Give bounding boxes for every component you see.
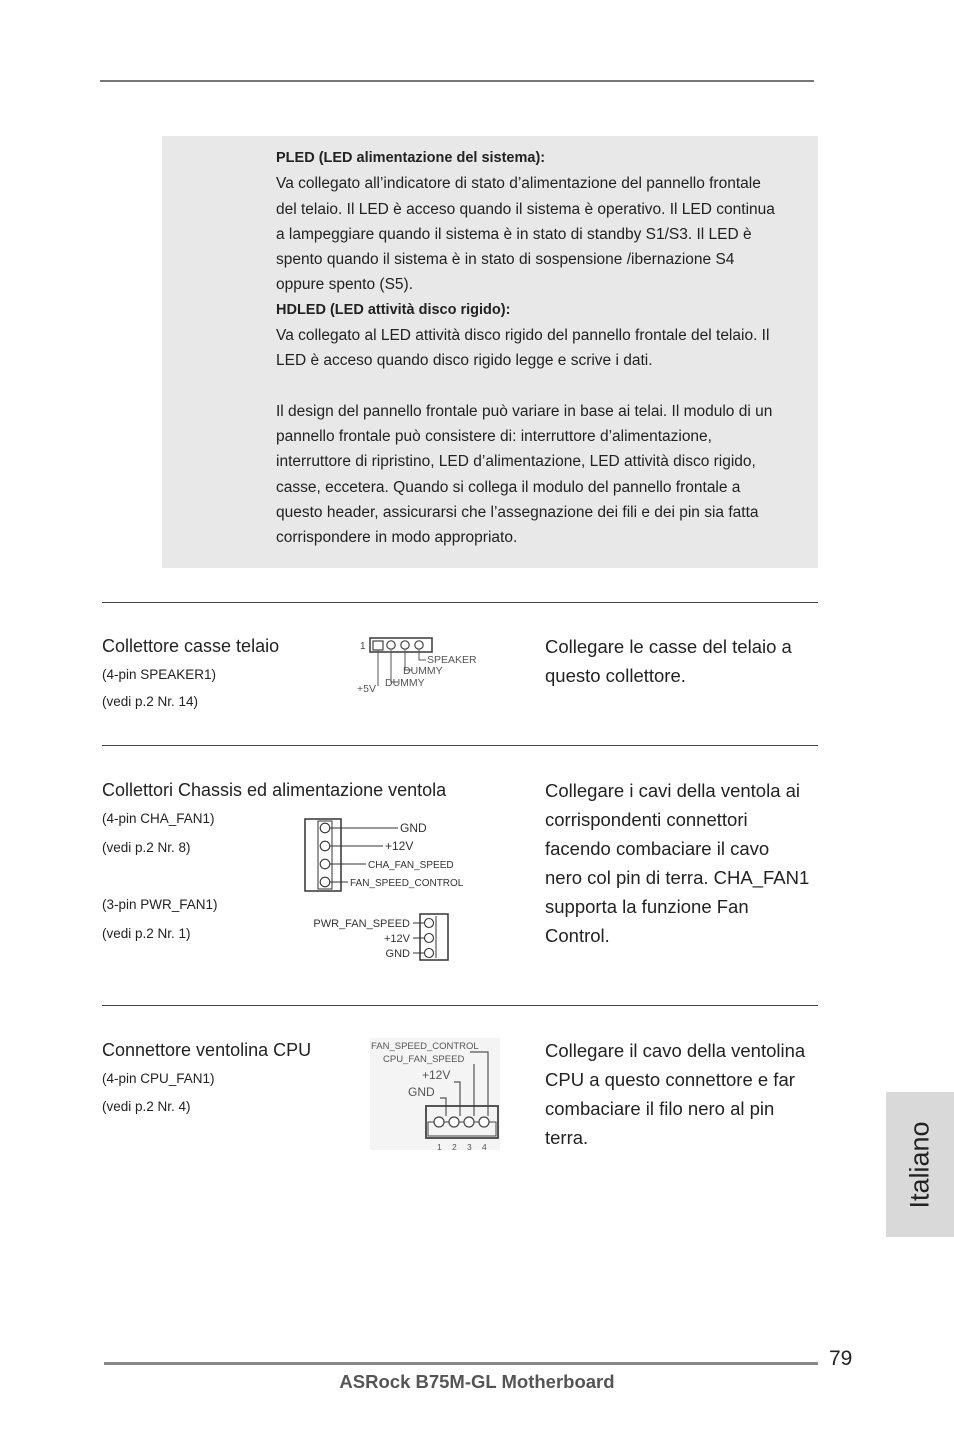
design-line: questo header, assicurarsi che l’assegnazione dei fili e dei pin sia fatta [276,503,759,521]
desc-line: combaciare il filo nero al pin [545,1098,775,1119]
cpu-fan-label: FAN_SPEED_CONTROL [371,1041,479,1052]
desc-line: nero col pin di terra. CHA_FAN1 [545,867,810,888]
chassis-title: Collettori Chassis ed alimentazione ventola [102,780,447,800]
cpu-fan-description [545,1036,825,1152]
pwr-fan-label: +12V [384,933,410,945]
speaker-description [545,632,825,690]
cpu-fan-pin [449,1117,459,1127]
cha-fan-pin [320,859,330,869]
hdled-line: LED è acceso quando disco rigido legge e scrive i dati. [276,352,653,370]
pled-title: PLED (LED alimentazione del sistema): [276,150,546,166]
desc-line: corrispondenti connettori [545,809,748,830]
pled-line: Va collegato all’indicatore di stato d’alimentazione del pannello frontale [276,175,761,193]
speaker-label: DUMMY [403,665,443,677]
hdled-title: HDLED (LED attività disco rigido): [276,301,511,318]
speaker-label: DUMMY [385,677,425,689]
hdled-line: Va collegato al LED attività disco rigido del pannello frontale del telaio. Il [276,327,770,345]
design-line: corrispondere in modo appropriato. [276,529,518,547]
pwr-fan-pin [425,919,434,928]
pled-line: oppure spento (S5). [276,276,414,294]
speaker-diagram [352,632,492,696]
pwr-fan-pin [425,949,434,958]
design-line: interruttore di ripristino, LED d’alimentazione, LED attività disco rigido, [276,453,756,471]
cha-fan-pin [320,877,330,887]
cha-fan-label: GND [400,821,427,835]
cpu-fan-pin [464,1117,474,1127]
design-line: Il design del pannello frontale può variare in base ai telai. Il modulo di un [276,402,773,420]
desc-line: Collegare i cavi della ventola ai [545,780,801,801]
speaker-label: SPEAKER [427,654,477,666]
info-text [276,146,821,550]
cha-fan-pin [320,823,330,833]
cpu-fan-pin-number: 1 [437,1142,442,1152]
pwr-fan-label: GND [385,948,410,960]
cpu-fan-label: +12V [422,1068,451,1082]
speaker-pin [401,641,409,649]
cha-fan-label: CHA_FAN_SPEED [368,860,454,871]
separator [102,745,818,746]
cpu-fan-pin-number: 3 [467,1142,472,1152]
cha-fan-pin [320,841,330,851]
top-rule [100,80,814,82]
speaker-pin [415,641,423,649]
cpu-fan-pin-number: 4 [482,1142,487,1152]
pled-line: a lampeggiare quando il sistema è in stato di standby S1/S3. Il LED è [276,225,752,243]
cpu-fan-ref: (vedi p.2 Nr. 4) [102,1099,191,1114]
cha-fan-label: FAN_SPEED_CONTROL [350,878,464,889]
pwr-fan-pin [425,934,434,943]
pwr-fan-pin: (3-pin PWR_FAN1) [102,897,218,912]
desc-line: Control. [545,925,610,946]
separator [102,602,818,603]
page-number: 79 [829,1347,853,1370]
desc-line: CPU a questo connettore e far [545,1069,795,1090]
desc-line: facendo combaciare il cavo [545,838,770,859]
language-tab-label: Italiano [904,1120,935,1209]
footer-title: ASRock B75M-GL Motherboard [339,1371,615,1392]
separator [102,1005,818,1006]
desc-line: questo collettore. [545,665,686,686]
pled-line: del telaio. Il LED è acceso quando il sistema è operativo. Il LED continua [276,200,775,218]
language-tab [886,1092,954,1237]
speaker-pin: (4-pin SPEAKER1) [102,667,217,682]
pled-line: spento quando il sistema è in stato di sospensione /ibernazione S4 [276,251,735,269]
footer-rule [104,1362,818,1365]
speaker-pin [373,641,383,650]
desc-line: Collegare le casse del telaio a [545,636,792,657]
cpu-fan-pin: (4-pin CPU_FAN1) [102,1071,215,1086]
cpu-fan-title: Connettore ventolina CPU [102,1040,312,1060]
speaker-ref: (vedi p.2 Nr. 14) [102,694,199,709]
cha-fan-label: +12V [385,839,414,853]
speaker-title: Collettore casse telaio [102,636,280,656]
cpu-fan-pin-number: 2 [452,1142,457,1152]
speaker-pin [387,641,395,649]
chassis-description [545,776,825,950]
desc-line: Collegare il cavo della ventolina [545,1040,806,1061]
design-line: casse, eccetera. Quando si collega il modulo del pannello frontale a [276,478,741,496]
cpu-fan-label: GND [408,1085,435,1099]
pwr-fan-ref: (vedi p.2 Nr. 1) [102,926,191,941]
cpu-fan-diagram [366,1036,506,1154]
cpu-fan-pin [479,1117,489,1127]
desc-line: terra. [545,1127,589,1148]
chassis-fan-diagram [300,815,500,965]
cha-fan-ref: (vedi p.2 Nr. 8) [102,840,191,855]
cpu-fan-pin [434,1117,444,1127]
design-line: pannello frontale può consistere di: interruttore d’alimentazione, [276,427,712,445]
cpu-fan-label: CPU_FAN_SPEED [383,1054,465,1065]
cha-fan-pin: (4-pin CHA_FAN1) [102,811,215,826]
desc-line: supporta la funzione Fan [545,896,749,917]
pwr-fan-label: PWR_FAN_SPEED [313,918,410,930]
speaker-label: +5V [357,683,376,695]
speaker-pin1-label: 1 [360,641,366,652]
